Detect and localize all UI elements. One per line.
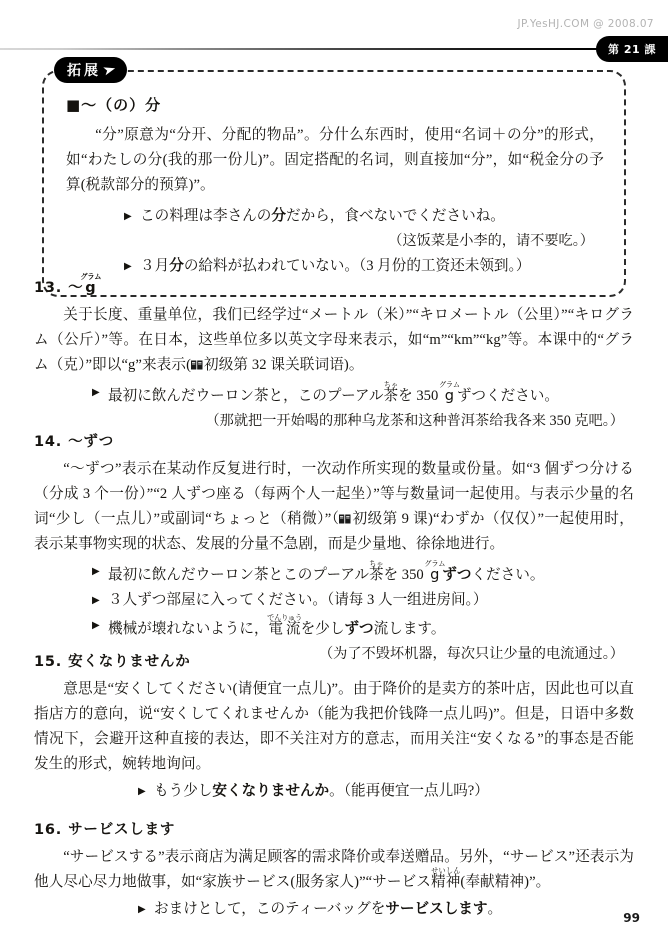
book-icon <box>339 514 351 524</box>
ruby-cha-base: 茶 <box>368 567 384 583</box>
site-watermark: JP.YesHJ.COM @ 2008.07 <box>517 18 654 30</box>
example-jp-post: だから，食べないでくださいね。 <box>285 208 505 224</box>
example-jp-pre: もう少し <box>154 783 213 799</box>
expansion-paragraph: “分”原意为“分开、分配的物品”。分什么东西时，使用“名词＋の分”的形式，如“わたしの分(我的那一份儿)”。固定搭配的名词，则直接加“分”，如“税金分の予算(税款部分的预算)”。 <box>66 127 604 193</box>
section-15-heading <box>34 650 634 671</box>
example-jp-pre: おまけとして，このティーバッグを <box>154 901 386 917</box>
expansion-box <box>42 70 626 297</box>
section-13-paragraph <box>34 303 634 378</box>
example-line <box>34 779 634 804</box>
section-15 <box>34 650 634 804</box>
section-13-title-base: g <box>80 280 102 296</box>
bullet-triangle-icon: ▶ <box>138 904 146 915</box>
example-line <box>34 559 634 588</box>
example-translation: （那就把一开始喝的那种乌龙茶和这种普洱茶给我各来 350 克吧。） <box>205 413 624 429</box>
section-16-paragraph <box>34 845 634 895</box>
example-jp-post: ください。 <box>471 567 545 583</box>
expansion-badge-label: 拓展 <box>67 63 101 79</box>
page-number: 99 <box>623 911 640 925</box>
example-line <box>34 380 634 409</box>
example-jp-post: の給料が払われていない。（3 月份的工资还未领到。） <box>183 258 531 274</box>
ruby-seishin <box>431 866 461 890</box>
ruby-cha <box>368 559 384 583</box>
section-14-heading <box>34 430 634 451</box>
example-jp-keyword: ずつ <box>442 567 472 583</box>
example-translation: （为了不毁坏机器，每次只让少量的电流通过。） <box>318 646 624 662</box>
example-jp-text: ３人ずつ部屋に入ってください。（请每 3 人一组进房间。） <box>108 592 488 608</box>
example-jp-keyword: ずつ <box>344 621 374 637</box>
header-rule <box>0 48 668 50</box>
example-line <box>34 613 634 642</box>
section-14-paragraph <box>34 457 634 557</box>
bullet-triangle-icon: ▶ <box>124 211 132 222</box>
section-13-paragraph-tail: 初级第 32 课关联词语)。 <box>204 357 364 373</box>
section-13-paragraph-text: 关于长度、重量单位，我们已经学过“メートル（米）”“キロメートル（公里）”“キログラム（公斤）”等。在日本，这些单位多以英文字母来表示，如“m”“km”“kg”等。本课中的“グラム（克）”即以“g”来表示( <box>34 307 634 373</box>
section-15-number: 15. <box>34 654 63 670</box>
ruby-gram <box>438 380 460 404</box>
example-jp-post: ずつください。 <box>456 388 559 404</box>
example-jp-mid: を 350 <box>398 388 442 404</box>
ruby-cha-furigana: ちゃ <box>368 559 384 568</box>
example-line <box>34 588 634 613</box>
example-jp-pre: 最初に飲んだウーロン茶と，このプーアル <box>108 388 384 404</box>
example-jp-pre: ３月 <box>140 258 170 274</box>
ruby-cha-base: 茶 <box>383 388 399 404</box>
section-13-title-prefix: ～ <box>68 280 84 296</box>
ruby-seishin-base: 精神 <box>431 874 461 890</box>
bullet-triangle-icon: ▶ <box>92 620 100 631</box>
example-line <box>34 897 634 922</box>
section-16-paragraph-part1: “サービスする”表示商店为满足顾客的需求降价或奉送赠品。另外，“サービス”还表示为他人尽心尽力地做事，如“家族サービス(服务家人)”“サービス <box>34 849 634 890</box>
section-16-number: 16. <box>34 822 63 838</box>
section-13-title-furigana: グラム <box>80 272 102 281</box>
bullet-triangle-icon: ▶ <box>92 566 100 577</box>
section-15-paragraph: 意思是“安くしてください(请便宜一点儿)”。由于降价的是卖方的茶叶店，因此也可以直指店方的意向，说“安くしてくれませんか（能为我把价钱降一点儿吗)”。但是，日语中多数情况下，会避开这种直接的表达，即不关注对方的意志，而用关注“安くなる”的事态是否能发生的形式，婉转地询问。 <box>34 681 634 772</box>
example-jp-post: 。（能再便宜一点儿吗?） <box>329 783 489 799</box>
section-14-title: ～ずつ <box>68 434 114 450</box>
example-jp-keyword: サービスします <box>385 901 488 917</box>
section-13 <box>34 272 634 434</box>
example-translation: （这饭菜是小李的，请不要吃。） <box>388 233 594 249</box>
bullet-triangle-icon: ▶ <box>92 595 100 606</box>
bullet-triangle-icon: ▶ <box>124 261 132 272</box>
example-jp-mid: を少し <box>300 621 345 637</box>
section-13-title-ruby <box>80 272 102 296</box>
example-jp-pre: この料理は李さんの <box>140 208 272 224</box>
section-13-heading <box>34 272 634 297</box>
section-13-number: 13. <box>34 280 63 296</box>
ruby-seishin-furigana: せいしん <box>431 866 461 875</box>
example-jp-mid: を 350 <box>383 567 428 583</box>
section-14-number: 14. <box>34 434 63 450</box>
section-15-title: 安くなりませんか <box>68 654 191 670</box>
lesson-number-tab: 第 21 課 <box>596 36 668 62</box>
example-jp-keyword: 安くなりませんか <box>212 783 330 799</box>
section-14 <box>34 430 634 667</box>
ruby-gram-base: g <box>424 566 446 583</box>
expansion-badge <box>54 57 127 83</box>
ruby-denryu-furigana: でんりゅう <box>267 613 303 622</box>
ruby-gram-furigana: グラム <box>424 559 446 568</box>
example-jp-keyword: 分 <box>271 208 286 224</box>
example-jp-post: 。 <box>487 901 503 917</box>
section-16-title: サービスします <box>68 822 176 838</box>
ruby-gram-base: g <box>438 387 460 404</box>
book-icon <box>191 360 203 370</box>
example-jp-post: 流します。 <box>373 621 446 637</box>
bullet-triangle-icon: ▶ <box>92 387 100 398</box>
ruby-denryu <box>267 613 303 637</box>
section-16 <box>34 818 634 922</box>
example-jp-pre: 機械が壊れないように， <box>108 621 269 637</box>
expansion-heading: ■～（の）分 <box>66 96 162 114</box>
section-16-heading <box>34 818 634 839</box>
section-14-paragraph-part1: “～ずつ”表示在某动作反复进行时，一次动作所实现的数量或份量。如“3 個ずつ分ける（分成 3 个一份）”“2 人ずつ座る（每两个人一起坐）”等与数量词一起使用。与表示少量的名词“少し（一点儿）”或副词“ちょっと（稍微）”（ <box>34 461 634 527</box>
expansion-box-wrapper <box>42 60 626 297</box>
swoosh-arrow-icon: ➤ <box>100 60 119 80</box>
ruby-gram-furigana: グラム <box>438 380 460 389</box>
section-14-paragraph-part2: 初级第 9 课)“わずか（仅仅）”一起使用时，表示某事物实现的状态、发展的分量不急剧，而是少量地、徐徐地进行。 <box>34 511 634 552</box>
ruby-denryu-base: 電流 <box>267 621 303 637</box>
ruby-gram <box>424 559 446 583</box>
section-16-paragraph-part2: (奉献精神)”。 <box>460 874 551 890</box>
ruby-cha <box>383 380 399 404</box>
ruby-cha-furigana: ちゃ <box>383 380 399 389</box>
example-line <box>66 204 604 229</box>
example-jp-keyword: 分 <box>169 258 184 274</box>
bullet-triangle-icon: ▶ <box>138 786 146 797</box>
example-jp-pre: 最初に飲んだウーロン茶とこのプーアル <box>108 567 369 583</box>
